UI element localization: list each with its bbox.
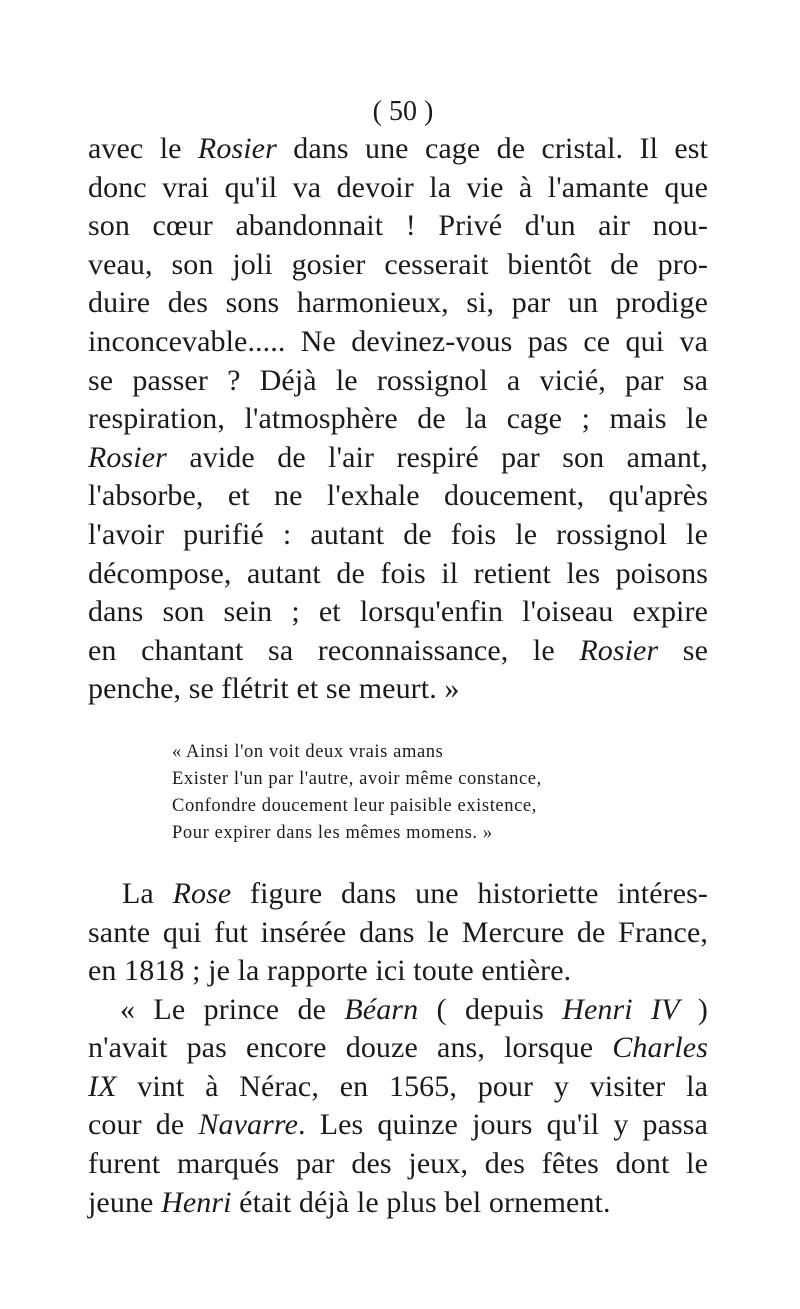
verse-line: Confondre doucement leur paisible existence, (172, 795, 537, 816)
paragraph-prince-bearn (88, 991, 708, 1223)
text-line: sante qui fut insérée dans le Mercure de France, (88, 915, 708, 949)
italic-term: Henri (161, 1185, 232, 1219)
italic-term: Henri IV (562, 992, 680, 1026)
text-line: l'avoir purifié : autant de fois le rossignol le (88, 517, 708, 551)
text-line: inconcevable..... Ne devinez-vous pas ce qui va (88, 324, 708, 358)
italic-term: Rosier (88, 440, 167, 474)
book-page (88, 96, 708, 1222)
text-line: penche, se flétrit et se meurt. » (88, 672, 460, 706)
text-line: veau, son joli gosier cesserait bientôt de pro- (88, 247, 708, 281)
text-line: donc vrai qu'il va devoir la vie à l'amante que (88, 170, 708, 204)
verse-line: Pour expirer dans les mêmes momens. » (172, 822, 493, 843)
text-line: avec le Rosier dans une cage de cristal. Il est (88, 132, 708, 165)
text-line: IX vint à Nérac, en 1565, pour y visiter la (88, 1069, 708, 1103)
paragraph-rose-historiette (88, 875, 708, 991)
italic-term: Rosier (197, 132, 277, 165)
text-line: décompose, autant de fois il retient les poisons (88, 556, 708, 590)
italic-term: Navarre (198, 1108, 298, 1142)
paragraph-rosier-story (88, 130, 708, 709)
text-line: « Le prince de Béarn ( depuis Henri IV ) (120, 992, 708, 1026)
italic-term: Rose (172, 876, 232, 910)
verse-line: « Ainsi l'on voit deux vrais amans (172, 741, 444, 762)
text-line: furent marqués par des jeux, des fêtes dont le (88, 1147, 708, 1181)
italic-term: IX (88, 1069, 117, 1103)
text-line: se passer ? Déjà le rossignol a vicié, par sa (88, 363, 708, 397)
italic-term: Béarn (344, 992, 419, 1026)
text-line: cour de Navarre. Les quinze jours qu'il y passa (88, 1108, 709, 1142)
text-line: duire des sons harmonieux, si, par un prodige (88, 286, 708, 320)
text-line: l'absorbe, et ne l'exhale doucement, qu'après (88, 479, 708, 513)
text-line: jeune Henri était déjà le plus bel ornement. (88, 1185, 611, 1219)
text-line: son cœur abandonnait ! Privé d'un air nou- (88, 209, 708, 243)
verse-quotation (172, 739, 708, 847)
text-line: en 1818 ; je la rapporte ici toute entière. (88, 954, 572, 988)
page-number: ( 50 ) (372, 96, 434, 127)
text-line: La Rose figure dans une historiette intéres- (122, 876, 708, 910)
italic-term: Charles (612, 1031, 708, 1065)
verse-line: Exister l'un par l'autre, avoir même constance, (172, 768, 542, 789)
text-line: en chantant sa reconnaissance, le Rosier se (88, 633, 708, 667)
text-line: n'avait pas encore douze ans, lorsque Charles (88, 1031, 708, 1065)
text-line: respiration, l'atmosphère de la cage ; mais le (88, 402, 708, 436)
text-line: dans son sein ; et lorsqu'enfin l'oiseau expire (88, 595, 708, 629)
italic-term: Rosier (579, 633, 659, 667)
text-line: Rosier avide de l'air respiré par son amant, (88, 440, 708, 474)
